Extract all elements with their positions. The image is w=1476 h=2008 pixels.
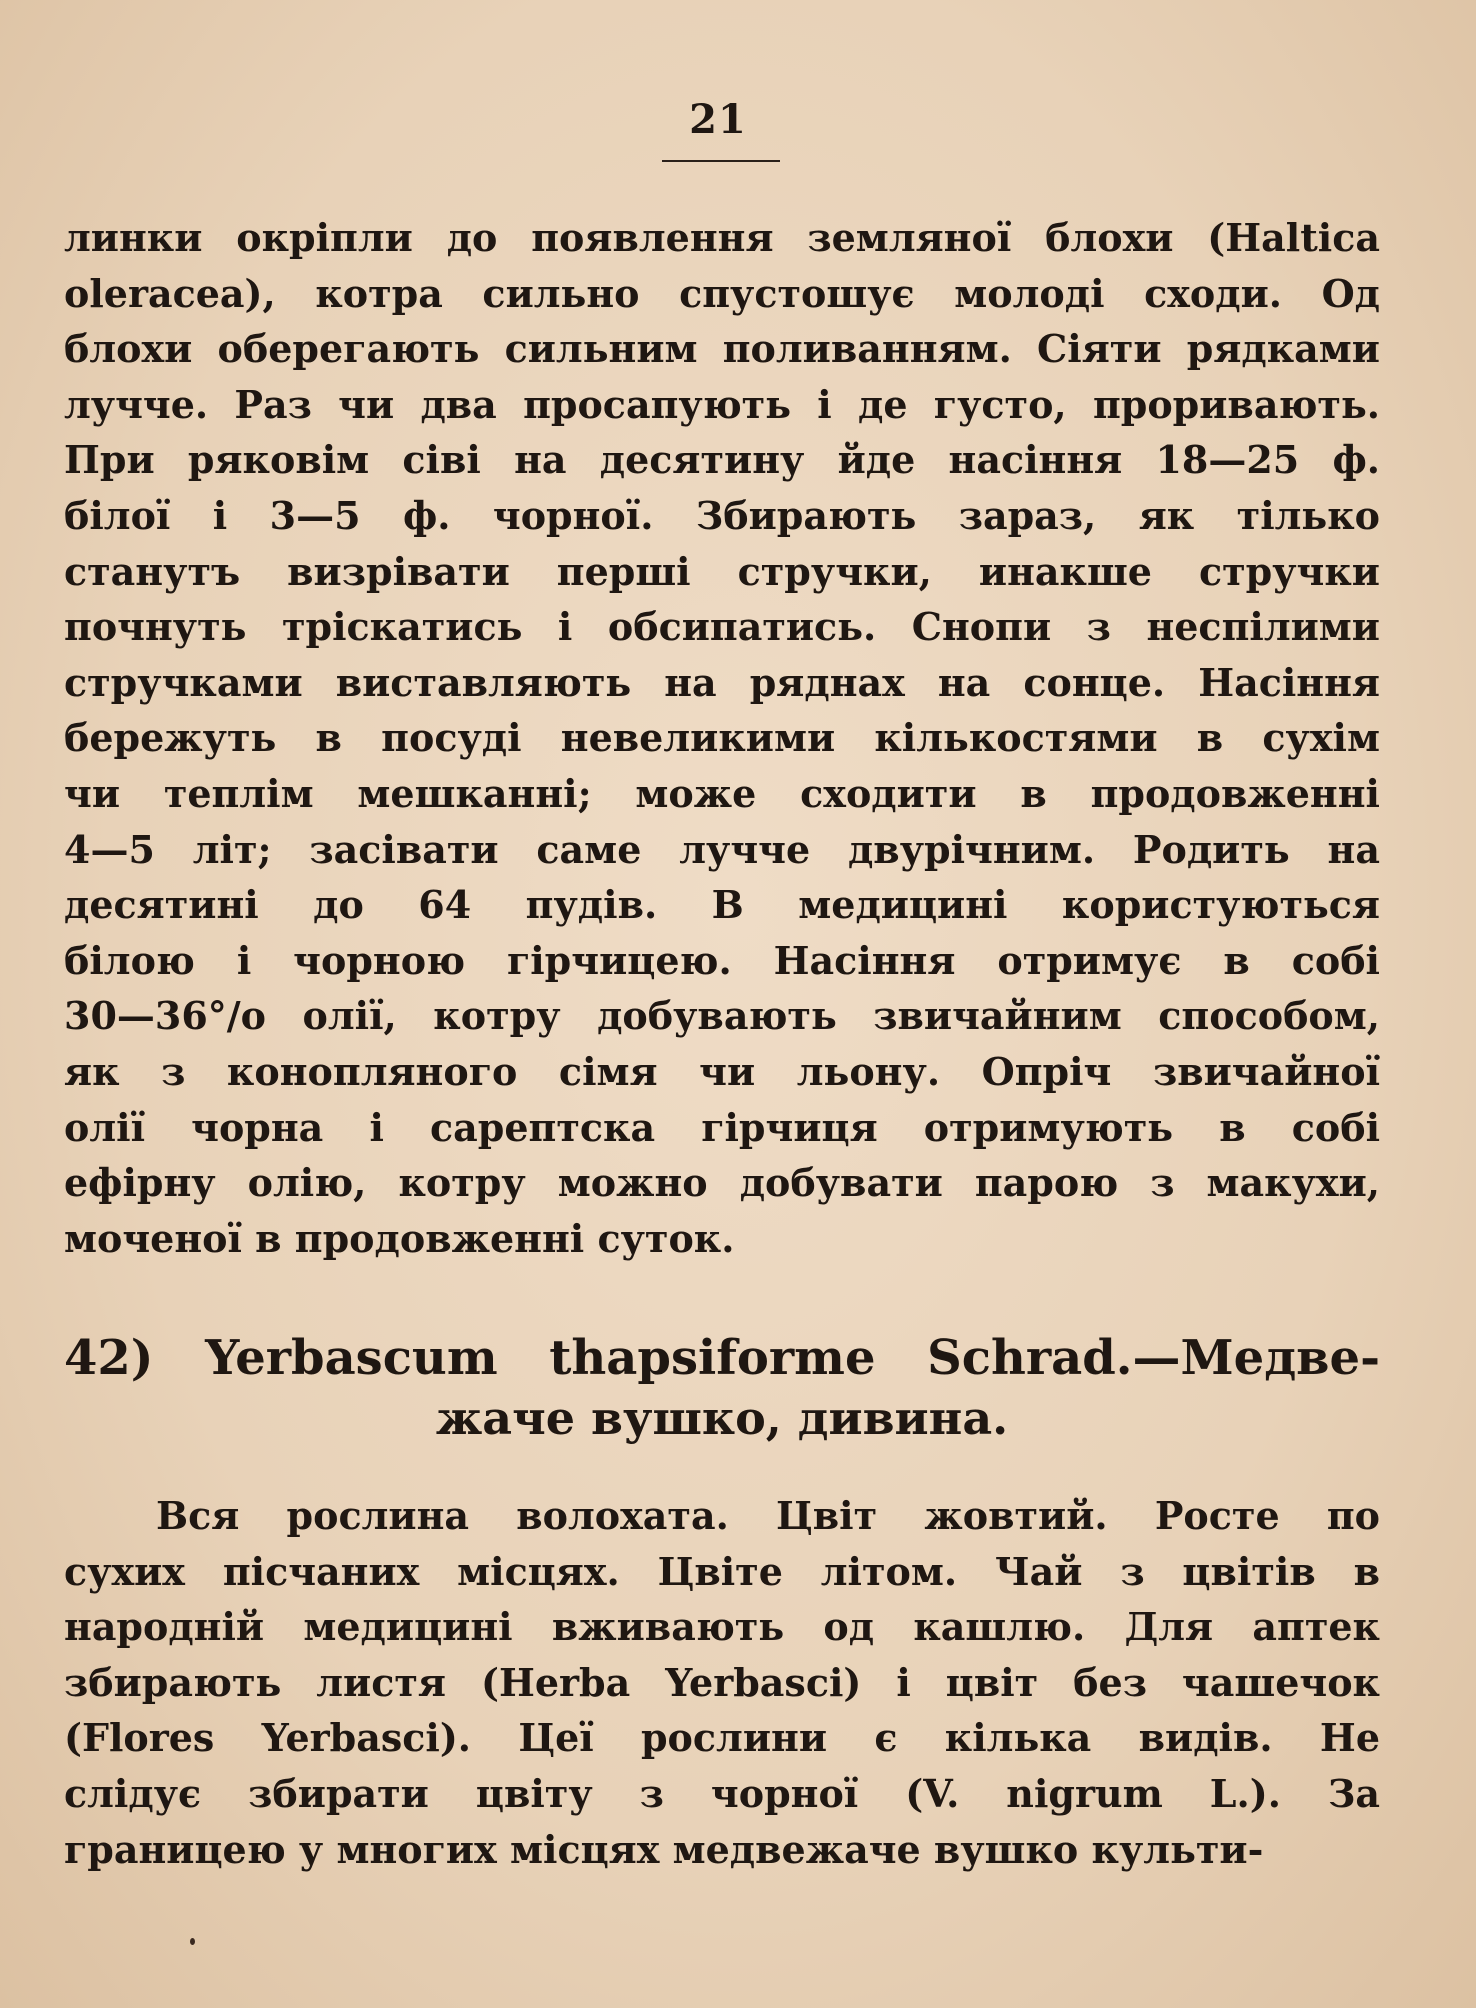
text-line: сухих пісчаних місцях. Цвіте літом. Чай з цвітів в [64, 1548, 1380, 1594]
text-line: При ряковім сіві на десятину йде насіння 18—25 ф. [64, 437, 1380, 483]
text-line: білої і 3—5 ф. чорної. Збирають зараз, як тілько [64, 492, 1380, 538]
paper-speck [190, 1938, 195, 1945]
text-line: (Flores Yerbasci). Цеї рослини є кілька видів. Не [64, 1715, 1380, 1761]
text-line: границею у многих місцях медвежаче вушко культи- [64, 1826, 1264, 1872]
text-line: Вся рослина волохата. Цвіт жовтий. Росте по [156, 1493, 1380, 1538]
text-line: як з конопляного сімя чи льону. Опріч звичайної [64, 1048, 1380, 1094]
text-line: станутъ визрівати перші стручки, инакше стручки [64, 548, 1380, 594]
text-line: моченої в продовженні суток. [64, 1215, 735, 1261]
paragraph-mustard-continuation [64, 210, 1380, 1266]
text-line: почнуть тріскатись і обсипатись. Снопи з неспілими [64, 604, 1380, 650]
text-line: стручками виставляють на ряднах на сонце. Насіння [64, 659, 1380, 705]
page-number: 21 [689, 96, 747, 143]
text-line: ефірну олію, котру можно добувати парою з макухи, [64, 1160, 1380, 1206]
text-line: 30—36°/o олії, котру добувають звичайним способом, [64, 993, 1380, 1039]
text-line: линки окріпли до появлення земляної блохи (Haltica [64, 215, 1380, 260]
text-line: олії чорна і сарептска гірчиця отримують в собі [64, 1104, 1380, 1150]
text-line: білою і чорною гірчицею. Насіння отримує в собі [64, 937, 1380, 983]
text-line: десятині до 64 пудів. В медицині користуються [64, 882, 1380, 928]
text-line: 4—5 літ; засівати саме лучче двурічним. Родить на [64, 826, 1380, 872]
text-line: бережуть в посуді невеликими кількостями в сухім [64, 715, 1380, 761]
section-heading [64, 1328, 1380, 1448]
section-heading-line-2: жаче вушко, дивина. [435, 1391, 1009, 1445]
paragraph-verbascum [64, 1488, 1380, 1877]
text-line: блохи оберегають сильним поливанням. Сіяти рядками [64, 326, 1380, 372]
text-line: чи теплім мешканні; може сходити в продовженні [64, 770, 1380, 816]
text-line: збирають листя (Herba Yerbasci) і цвіт без чашечок [64, 1659, 1380, 1705]
section-heading-line-1: 42) Yerbascum thapsiforme Schrad.—Медве- [64, 1330, 1380, 1386]
text-line: слідує збирати цвіту з чорної (V. nigrum L.). За [64, 1770, 1380, 1816]
text-line: народній медицині вживають од кашлю. Для аптек [64, 1604, 1380, 1650]
page-number-rule [662, 160, 780, 162]
text-line: oleracea), котра сильно спустошує молоді сходи. Од [64, 270, 1380, 316]
text-line: лучче. Раз чи два просапують і де густо, проривають. [64, 381, 1380, 427]
